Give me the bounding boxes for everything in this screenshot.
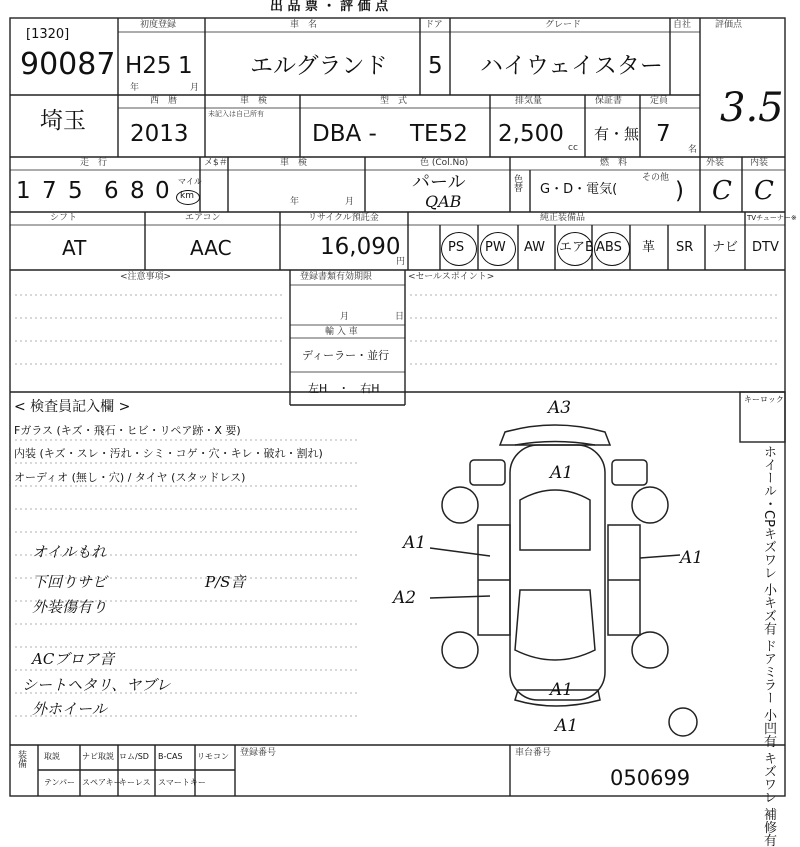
year-value: 2013	[130, 121, 189, 147]
displacement-value: 2,500	[498, 121, 564, 147]
type-header: 型 式	[380, 96, 408, 106]
shift-value: AT	[62, 236, 87, 260]
hw-note-2: 下回りサビ	[32, 573, 108, 591]
mile-unit: マイル	[178, 177, 202, 186]
mileage-header: 走 行	[80, 158, 108, 168]
damage-mark-a1-right: A1	[680, 548, 704, 568]
sale-no-header: 登録番号	[240, 748, 277, 758]
capacity-value: 7	[656, 121, 671, 147]
equip-sr: SR	[676, 240, 694, 255]
bottom-r2-1: テンパー	[44, 778, 76, 787]
tuner-header: TVチューナー※	[747, 214, 797, 222]
fuel-other: その他	[642, 173, 670, 183]
western-header: 西 暦	[150, 96, 178, 106]
meter-header: メ$＃	[204, 158, 228, 168]
hw-note-1: オイルもれ	[32, 543, 107, 561]
reg-expiry-header: 登録書類有効期限	[300, 272, 373, 282]
keylock-label: キーロック	[744, 395, 784, 404]
capacity-unit: 名	[688, 145, 698, 155]
warranty-value: 有・無	[594, 125, 640, 143]
doors-value: 5	[428, 53, 443, 79]
notes-header: <注意事項>	[120, 272, 172, 282]
damage-mark-a1-hood: A1	[550, 463, 574, 483]
fuel-header: 燃 料	[600, 158, 628, 168]
importer-header: 輸 入 車	[325, 327, 358, 337]
bottom-r2-4: スマートキー	[158, 778, 206, 787]
mileage-d2: 7	[42, 178, 57, 204]
grade-value: ハイウェイスター	[480, 53, 663, 79]
interior-value: C	[754, 176, 774, 206]
interior-header: 内装	[750, 158, 769, 168]
mileage-d5: 8	[130, 178, 145, 204]
bottom-r1-5: リモコン	[197, 752, 229, 761]
expiry-month: 月	[340, 312, 350, 322]
expiry-day: 日	[395, 312, 405, 322]
inspection2-header: 車 検	[280, 158, 308, 168]
car-name: エルグランド	[250, 53, 388, 79]
equip-header: 純正装備品	[540, 213, 586, 223]
score-value: 3.5	[720, 85, 784, 131]
bottom-r2-3: キーレス	[119, 778, 151, 787]
hw-note-6: 外ホイール	[32, 700, 107, 718]
grade-header: グレード	[545, 20, 582, 30]
damage-mark-a2: A2	[393, 588, 417, 608]
km-unit: km	[180, 191, 194, 201]
color-value: パール	[412, 172, 466, 193]
inspection-cell-header: 自社	[673, 20, 692, 30]
equip-aw: AW	[524, 240, 546, 255]
damage-mark-a1-rear: A1	[550, 680, 574, 700]
year-unit: 年	[290, 197, 300, 207]
sheet-title: 出 品 票 ・ 評 価 点	[270, 0, 389, 14]
insp-note: 未記入は自己所有	[208, 110, 264, 118]
yen-unit: 円	[396, 257, 406, 267]
bottom-r1-2: ナビ取説	[82, 752, 114, 761]
lot-code: [1320]	[26, 27, 70, 42]
vehicle-inspection-header: 車 検	[240, 96, 268, 106]
equip-airbag: エアB	[559, 240, 594, 255]
fuel-value: G・D・電気(	[540, 182, 618, 197]
doors-header: ドア	[425, 20, 443, 30]
recycle-header: リサイクル預託金	[308, 213, 379, 223]
equip-ps: PS	[448, 240, 465, 255]
color-header: 色 (Col.No)	[420, 158, 469, 168]
fuel-close: )	[675, 178, 684, 204]
type-code: TE52	[410, 121, 468, 147]
reg-era: H25	[125, 53, 172, 79]
mileage-d3: 5	[68, 178, 83, 204]
equip-pw: PW	[485, 240, 506, 255]
displacement-header: 排気量	[515, 96, 543, 106]
mileage-d1: 1	[16, 178, 31, 204]
exterior-header: 外装	[706, 158, 725, 168]
recycle-value: 16,090	[320, 234, 401, 260]
cc-unit: cc	[568, 143, 578, 153]
inspector-line1: Fガラス (キズ・飛石・ヒビ・リペア跡・X 要)	[14, 424, 241, 437]
chassis-value: 050699	[610, 766, 691, 790]
hw-note-5: シートヘタリ、ヤブレ	[22, 676, 171, 694]
type-prefix: DBA -	[312, 121, 377, 147]
mileage-d4: 6	[104, 178, 119, 204]
bottom-r2-2: スペアキー	[82, 778, 122, 787]
warranty-header: 保証書	[595, 96, 623, 106]
car-name-header: 車 名	[290, 20, 318, 30]
exterior-value: C	[712, 176, 732, 206]
bottom-r1-3: ロム/SD	[119, 752, 149, 761]
equip-navi: ナビ	[712, 240, 739, 255]
dealer-value: ディーラー・並行	[302, 349, 390, 362]
month-label: 月	[190, 83, 200, 93]
equip-dtv: DTV	[752, 240, 779, 255]
damage-mark-a1-left: A1	[403, 533, 427, 553]
hw-note-3: 外装傷有り	[32, 598, 108, 616]
right-side-notes: ホイール・CPキズワレ 小キズ有 ドアミラー 小凹有 キズワレ 補修有	[761, 445, 776, 847]
color-change: 色替	[514, 175, 524, 194]
ac-header: エアコン	[185, 213, 221, 223]
inspector-header: < 検査員記入欄 >	[14, 399, 131, 415]
equip-leather: 革	[642, 240, 656, 255]
damage-mark-a1-bumper: A1	[555, 716, 579, 736]
shift-header: シフト	[50, 213, 78, 223]
first-reg-header: 初度登録	[140, 20, 177, 30]
score-header: 評価点	[715, 20, 743, 30]
equip-abs: ABS	[596, 240, 622, 255]
damage-mark-a3: A3	[548, 398, 572, 418]
hw-note-4: ACブロア音	[32, 650, 115, 668]
lot-number: 90087	[20, 47, 116, 82]
year-label: 年	[130, 83, 140, 93]
bottom-r1-1: 取説	[44, 752, 60, 761]
bottom-side-label: 装備	[16, 750, 26, 768]
prefecture: 埼玉	[40, 108, 86, 134]
mileage-d6: 0	[155, 178, 170, 204]
capacity-header: 定員	[650, 96, 669, 106]
handle-value: 左H ・ 右H	[308, 382, 380, 395]
month-unit: 月	[345, 197, 355, 207]
color-code: QAB	[425, 192, 462, 211]
chassis-header: 車台番号	[515, 748, 552, 758]
hw-note-ps: P/S音	[205, 573, 246, 591]
bottom-r1-4: B-CAS	[158, 752, 183, 761]
inspector-line2: 内装 (キズ・スレ・汚れ・シミ・コゲ・穴・キレ・破れ・割れ)	[14, 447, 323, 460]
ac-value: AAC	[190, 236, 232, 260]
inspector-line3: オーディオ (無し・穴) / タイヤ (スタッドレス)	[14, 471, 246, 484]
sales-points-header: <セールスポイント>	[408, 272, 495, 282]
reg-month: 1	[178, 53, 193, 79]
